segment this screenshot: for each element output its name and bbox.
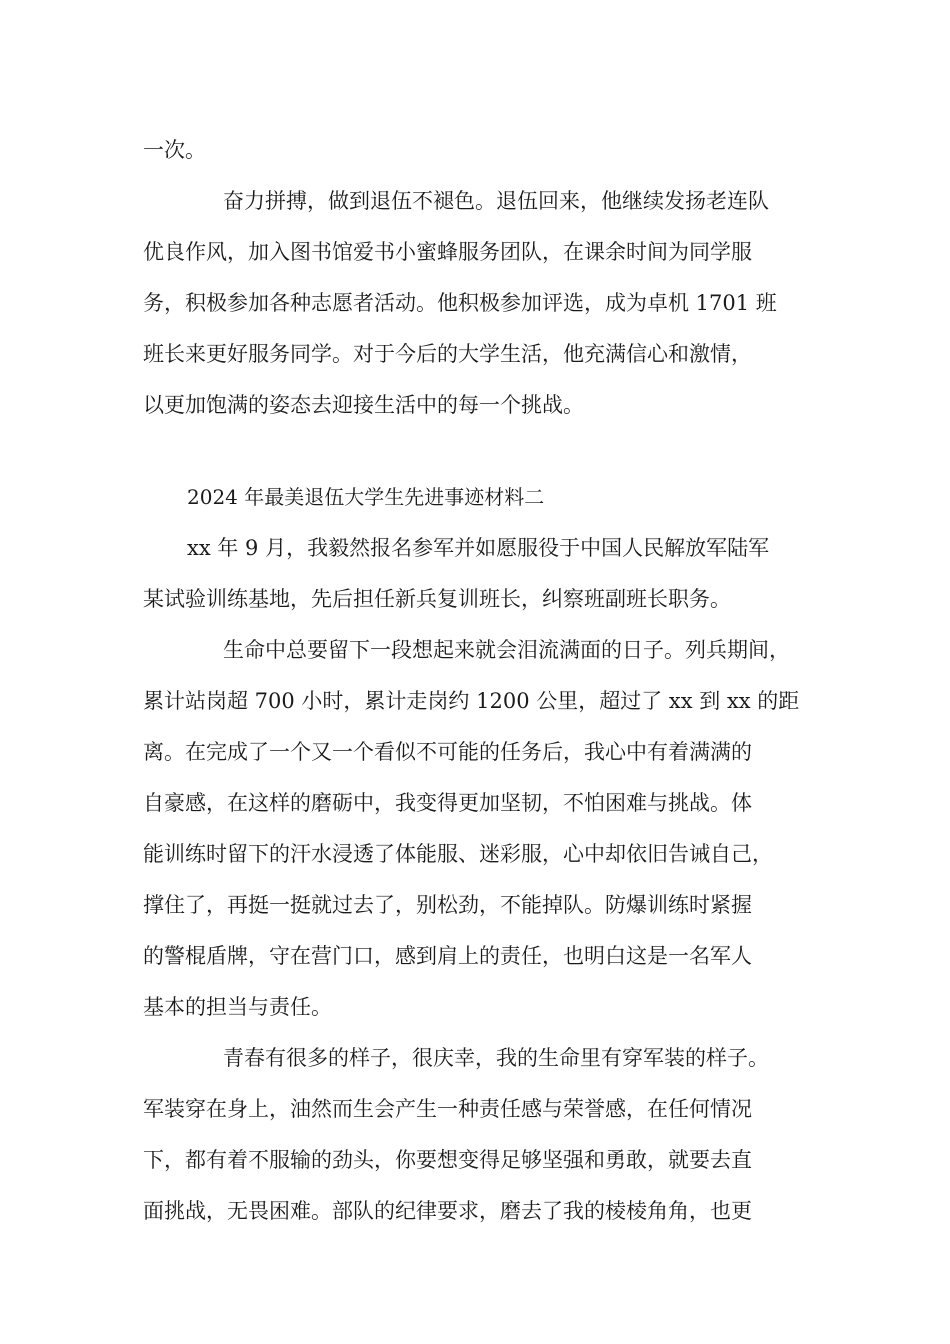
text-line: 撑住了，再挺一挺就过去了，别松劲，不能掉队。防爆训练时紧握 [143,893,752,917]
paragraph-first-line: xx 年 9 月，我毅然报名参军并如愿服役于中国人民解放军陆军 [187,536,770,560]
paragraph-first-line: 生命中总要留下一段想起来就会泪流满面的日子。列兵期间， [223,638,790,662]
text-line: 军装穿在身上，油然而生会产生一种责任感与荣誉感，在任何情况 [143,1097,752,1121]
text-line: 的警棍盾牌，守在营门口，感到肩上的责任，也明白这是一名军人 [143,944,752,968]
text-line: 务，积极参加各种志愿者活动。他积极参加评选，成为卓机 1701 班 [143,291,777,315]
text-line: 以更加饱满的姿态去迎接生活中的每一个挑战。 [143,393,584,417]
text-line: 一次。 [143,138,206,162]
section-heading: 2024 年最美退伍大学生先进事迹材料二 [187,485,545,509]
text-line: 某试验训练基地，先后担任新兵复训班长，纠察班副班长职务。 [143,587,731,611]
text-line: 基本的担当与责任。 [143,995,332,1019]
text-line: 累计站岗超 700 小时，累计走岗约 1200 公里，超过了 xx 到 xx 的距 [143,689,800,713]
text-line: 面挑战，无畏困难。部队的纪律要求，磨去了我的棱棱角角，也更 [143,1199,752,1223]
text-line: 下，都有着不服输的劲头，你要想变得足够坚强和勇敢，就要去直 [143,1148,752,1172]
text-line: 能训练时留下的汗水浸透了体能服、迷彩服，心中却依旧告诫自己， [143,842,773,866]
text-line: 离。在完成了一个又一个看似不可能的任务后，我心中有着满满的 [143,740,752,764]
paragraph-first-line: 青春有很多的样子，很庆幸，我的生命里有穿军装的样子。 [223,1046,769,1070]
text-line: 班长来更好服务同学。对于今后的大学生活，他充满信心和激情， [143,342,752,366]
text-line: 自豪感，在这样的磨砺中，我变得更加坚韧，不怕困难与挑战。体 [143,791,752,815]
text-line: 优良作风，加入图书馆爱书小蜜蜂服务团队，在课余时间为同学服 [143,240,752,264]
paragraph-first-line: 奋力拼搏，做到退伍不褪色。退伍回来，他继续发扬老连队 [223,189,769,213]
